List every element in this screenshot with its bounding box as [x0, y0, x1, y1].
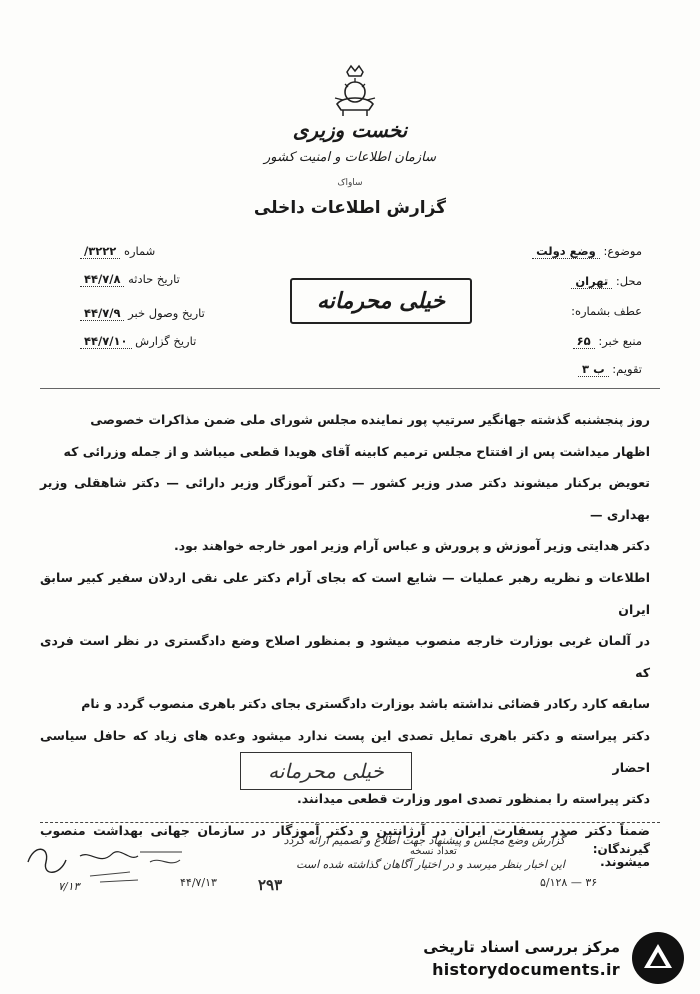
reference-label: عطف بشماره: [574, 304, 642, 318]
body-line: تعویض برکنار میشوند دکتر صدر وزیر کشور — دکتر آموزگار وزیر دارائی — دکتر شاهقلی وزیر بهداری —: [40, 475, 650, 522]
source-label: منبع خبر: [602, 334, 642, 348]
body-line: دکتر پیراسته را بمنظور تصدی امور وزارت قطعی میدانند.: [296, 791, 650, 807]
reference-field: عطف بشماره:: [571, 304, 642, 318]
receipt-date-stamp: ۴۴/۷/۱۳: [180, 876, 217, 889]
subject-label: موضوع: [607, 244, 642, 258]
org-small-note: ساواک: [337, 178, 363, 188]
watermark-url: historydocuments.ir: [432, 960, 620, 979]
place-field: محل: تهران: [571, 274, 642, 288]
rating-label: تقویم: [616, 362, 642, 376]
body-line: دکتر هدایتی وزیر آموزش و پرورش و عباس آرام وزیر امور خارجه خواهند بود.: [173, 538, 650, 554]
classification-stamp: خیلی محرمانه: [290, 278, 472, 324]
body-line: روز پنجشنبه گذشته جهانگیر سرتیپ پور نماینده مجلس شورای ملی ضمن مذاکرات خصوصی: [90, 412, 650, 427]
body-line: اظهار میداشت پس از افتتاح مجلس ترمیم کابینه آقای هویدا قطعی میباشد و از جمله وزرائی که: [63, 443, 650, 459]
org-title: نخست وزیری: [292, 118, 408, 142]
receipt-number-stamp: ۲۹۳: [258, 876, 283, 894]
header-divider: [40, 388, 660, 389]
body-line: در آلمان غربی بوزارت خارجه منصوب میشود و بمنظور اصلاح وضع دادگستری در نظر است فردی که: [40, 633, 650, 680]
recipients-label: گیرندگان:: [592, 842, 650, 856]
event-date-value: ۴۴/۷/۸: [80, 272, 124, 287]
report-body: [40, 404, 650, 878]
receipt-date-field: [80, 306, 205, 320]
source-field: منبع خبر: ۶۵: [573, 334, 642, 348]
number-value: ۳۲۲۲/: [80, 244, 120, 259]
report-date-label: تاریخ گزارش: [135, 334, 197, 348]
classification-stamp-bottom: خیلی محرمانه: [240, 752, 412, 790]
distribution-note-2: این اخبار بنظر میرسد و در اختیار آگاهان گذاشته شده است: [296, 858, 565, 871]
source-value: ۶۵: [573, 334, 595, 349]
report-title: گزارش اطلاعات داخلی: [253, 198, 447, 218]
subject-value: وضع دولت: [532, 244, 600, 259]
report-date-value: ۴۴/۷/۱۰: [80, 334, 132, 349]
rating-value: ب ۳: [578, 362, 609, 377]
archive-logo-icon: [630, 930, 686, 986]
footer-divider: [40, 822, 660, 823]
number-label: شماره: [123, 244, 156, 258]
watermark-text: مرکز بررسی اسناد تاریخی: [423, 938, 620, 956]
body-line: ضمناً دکتر صدر بسفارت ایران در آرژانتین و دکتر آموزگار در سازمان جهانی بهداشت منصوب میشوند.: [40, 822, 650, 870]
reference-code: ۵/۱۲۸ — ۳۶: [540, 876, 598, 889]
place-value: تهران: [571, 274, 612, 289]
number-field: [80, 244, 155, 258]
rating-field: تقویم: ب ۳: [578, 362, 642, 376]
event-date-label: تاریخ حادثه: [128, 272, 180, 286]
subject-field: موضوع: وضع دولت: [532, 244, 642, 258]
body-line: سابقه کارد رکادر قضائی نداشته باشد بوزارت دادگستری بجای دکتر باهری منصوب گردد و نام: [81, 696, 650, 712]
receipt-date-value: ۴۴/۷/۹: [80, 306, 124, 321]
lion-and-sun-emblem: [325, 62, 385, 120]
body-line: اطلاعات و نظریه رهبر عملیات — شایع است که بجای آرام دکتر علی نقی اردلان سفیر کبیر سابق ایران: [40, 569, 650, 617]
receipt-date-label: تاریخ وصول خبر: [128, 306, 205, 320]
copies-label: تعداد نسخه: [410, 846, 457, 857]
handwritten-signatures: [20, 832, 190, 892]
report-date-field: [80, 334, 196, 348]
body-line: دکتر پیراسته و دکتر باهری تمایل تصدی این پست ندارد میشود وعده های زیاد که حافل سیاسی احضار: [40, 727, 650, 775]
event-date-field: [80, 272, 180, 286]
distribution-note-1: گزارش وضع مجلس و پیشنهاد جهت اطلاع و تصمیم ارائه گردد: [283, 834, 565, 847]
margin-date-note: ۷/۱۳: [58, 880, 80, 893]
place-label: محل: [619, 274, 642, 288]
org-subtitle: سازمان اطلاعات و امنیت کشور: [263, 150, 437, 165]
